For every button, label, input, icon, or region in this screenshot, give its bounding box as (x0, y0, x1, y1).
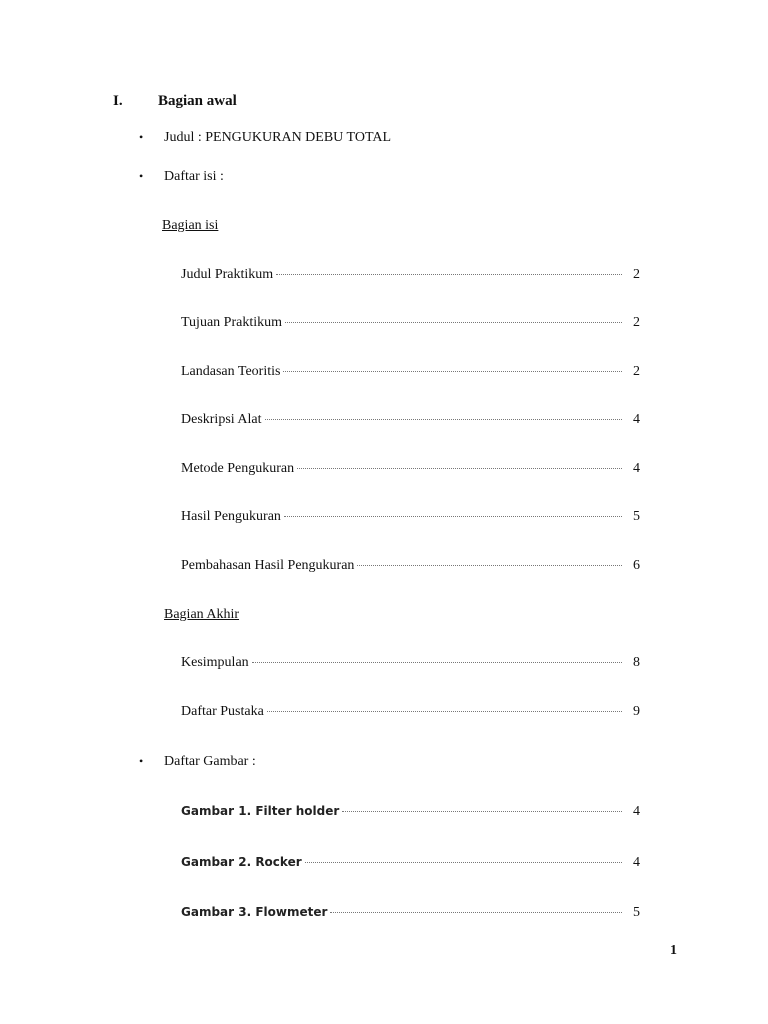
dot-leader (297, 468, 622, 469)
figure-entry-page: 4 (633, 855, 640, 870)
toc-entry-page: 2 (633, 364, 640, 379)
figure-entry-page: 5 (633, 905, 640, 920)
figure-entry[interactable] (181, 804, 640, 822)
dot-leader (330, 912, 622, 913)
figure-entry-label: Gambar 2. Rocker (181, 855, 302, 869)
toc-entry-label: Metode Pengukuran (181, 461, 295, 476)
judul-text: Judul : PENGUKURAN DEBU TOTAL (164, 130, 392, 145)
toc-entry-page: 5 (633, 509, 640, 524)
toc-entry-label: Hasil Pengukuran (181, 509, 281, 524)
toc-entry-label: Judul Praktikum (181, 267, 274, 282)
dot-leader (305, 862, 622, 863)
toc-entry[interactable] (181, 655, 640, 673)
figure-entry-page: 4 (633, 804, 640, 819)
toc-entry-page: 4 (633, 412, 640, 427)
figure-entry-label: Gambar 3. Flowmeter (181, 905, 328, 919)
toc-entry[interactable] (181, 412, 640, 430)
toc-entry-page: 6 (633, 558, 640, 573)
figure-entry[interactable] (181, 855, 640, 873)
toc-entry-label: Daftar Pustaka (181, 704, 264, 719)
dot-leader (285, 322, 622, 323)
toc-entry[interactable] (181, 509, 640, 527)
toc-entry-page: 2 (633, 267, 640, 282)
figure-entry[interactable] (181, 905, 640, 923)
daftar-isi-text: Daftar isi : (164, 169, 224, 184)
dot-leader (342, 811, 622, 812)
figure-entry-label: Gambar 1. Filter holder (181, 804, 340, 818)
toc-entry-page: 9 (633, 704, 640, 719)
dot-leader (267, 711, 622, 712)
dot-leader (357, 565, 622, 566)
dot-leader (284, 516, 622, 517)
toc-entry-label: Deskripsi Alat (181, 412, 262, 427)
toc-entry-page: 2 (633, 315, 640, 330)
page-number: 1 (670, 943, 677, 958)
bagian-akhir-heading: Bagian Akhir (164, 607, 240, 622)
toc-entry[interactable] (181, 315, 640, 333)
toc-entry-label: Pembahasan Hasil Pengukuran (181, 558, 355, 573)
bullet-symbol: • (139, 754, 144, 768)
dot-leader (276, 274, 622, 275)
bagian-isi-heading: Bagian isi (162, 218, 219, 233)
toc-entry-page: 4 (633, 461, 640, 476)
toc-entry-label: Landasan Teoritis (181, 364, 281, 379)
section-title: Bagian awal (158, 93, 237, 109)
daftar-gambar-text: Daftar Gambar : (164, 754, 256, 769)
dot-leader (265, 419, 623, 420)
toc-entry[interactable] (181, 704, 640, 722)
toc-entry-page: 8 (633, 655, 640, 670)
toc-entry-label: Kesimpulan (181, 655, 249, 670)
toc-entry[interactable] (181, 364, 640, 382)
dot-leader (252, 662, 622, 663)
section-number: I. (113, 93, 123, 109)
dot-leader (283, 371, 622, 372)
toc-entry[interactable] (181, 461, 640, 479)
toc-entry[interactable] (181, 267, 640, 285)
toc-entry-label: Tujuan Praktikum (181, 315, 282, 330)
bullet-symbol: • (139, 169, 144, 183)
toc-entry[interactable] (181, 558, 640, 576)
bullet-symbol: • (139, 130, 144, 144)
